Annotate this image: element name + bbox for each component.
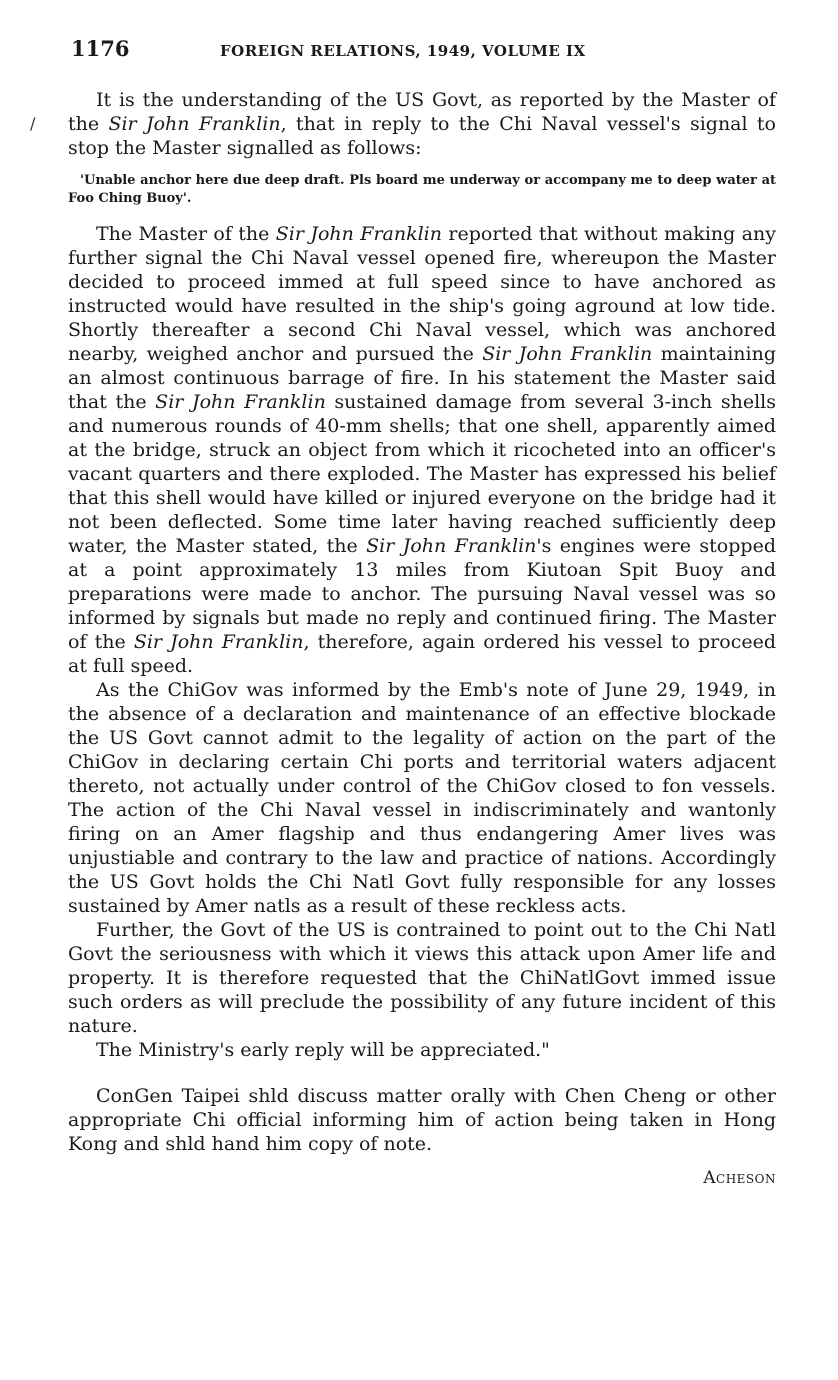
paragraph-p3 xyxy=(68,678,776,918)
text-segment: As the ChiGov was informed by the Emb's note of June 29, 1949, in the absence of a declaration and maintenance of an effective blockade the US Govt cannot admit to the legality of action on the part of the ChiGov in declaring certain Chi ports and territorial waters adjacent thereto, not actually under control of the ChiGov closed to fon vessels. The action of the Chi Naval vessel in indiscriminately and wantonly firing on an Amer flagship and thus endangering Amer lives was unjustiable and contrary to the law and practice of nations. Accordingly the US Govt holds the Chi Natl Govt fully responsible for any losses sustained by Amer natls as a result of these reckless acts. xyxy=(68,679,776,917)
text-segment: reported that without making any further signal the Chi Naval vessel opened fire, whereupon the Master decided to proceed immed at full speed since to have anchored as instructed would have resulted in the ship's going aground at low tide. Shortly thereafter a second Chi Naval vessel, which was anchored nearby, weighed anchor and pursued the xyxy=(68,223,776,365)
text-segment: It is the understanding of the US Govt, as reported by the Master of the xyxy=(68,89,776,135)
ship-name-italic: Sir John Franklin xyxy=(482,343,653,365)
page-number: 1176 xyxy=(71,36,130,61)
text-segment: maintaining an almost continuous barrage of fire. In his statement the Master said that the xyxy=(68,343,776,413)
paragraph-p6 xyxy=(68,1084,776,1156)
ship-name-italic: Sir John Franklin xyxy=(275,223,442,245)
spacer xyxy=(68,1062,776,1084)
text-segment: 's engines were stopped at a point approximately 13 miles from Kiutoan Spit Buoy and preparations were made to anchor. The pursuing Naval vessel was so informed by signals but made no reply and continued firing. The Master of the xyxy=(68,535,776,653)
page-header xyxy=(68,34,776,64)
quoted-signal xyxy=(68,172,776,208)
text-segment: , therefore, again ordered his vessel to proceed at full speed. xyxy=(68,631,776,677)
text-segment: Further, the Govt of the US is contrained to point out to the Chi Natl Govt the seriousness with which it views this attack upon Amer life and property. It is therefore requested that the ChiNatlGovt immed issue such orders as will preclude the possibility of any future incident of this nature. xyxy=(68,919,776,1037)
document-page xyxy=(68,34,776,1190)
ship-name-italic: Sir John Franklin xyxy=(366,535,537,557)
text-segment: ConGen Taipei shld discuss matter orally with Chen Cheng or other appropriate Chi official informing him of action being taken in Hong Kong and shld hand him copy of note. xyxy=(68,1085,776,1155)
running-head: FOREIGN RELATIONS, 1949, VOLUME IX xyxy=(220,42,586,60)
paragraph-p4 xyxy=(68,918,776,1038)
paragraph-p1 xyxy=(68,88,776,160)
paragraph-p5 xyxy=(68,1038,776,1062)
signature: Acheson xyxy=(703,1168,776,1188)
text-segment: The Master of the xyxy=(96,223,276,245)
paragraph-p2 xyxy=(68,222,776,678)
text-segment: sustained damage from several 3-inch shells and numerous rounds of 40-mm shells; that one shell, apparently aimed at the bridge, struck an object from which it ricocheted into an officer's vacant quarters and there exploded. The Master has expressed his belief that this shell would have killed or injured everyone on the bridge had it not been deflected. Some time later having reached sufficiently deep water, the Master stated, the xyxy=(68,391,776,557)
ship-name-italic: Sir John Franklin xyxy=(108,113,281,135)
text-segment: , that in reply to the Chi Naval vessel's signal to stop the Master signalled as follows: xyxy=(68,113,776,159)
document-body xyxy=(68,88,776,1190)
text-segment: 'Unable anchor here due deep draft. Pls board me underway or accompany me to deep water at Foo Ching Buoy'. xyxy=(68,173,776,206)
ship-name-italic: Sir John Franklin xyxy=(133,631,304,653)
text-segment: The Ministry's early reply will be appreciated." xyxy=(96,1039,550,1061)
margin-mark: / xyxy=(30,114,36,133)
ship-name-italic: Sir John Franklin xyxy=(155,391,326,413)
